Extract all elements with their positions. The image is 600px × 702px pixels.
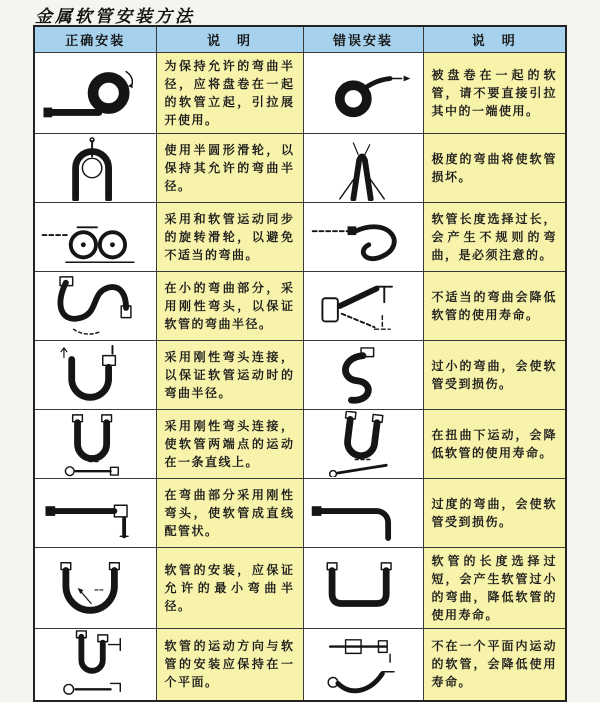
row8-correct-figure: [34, 548, 156, 629]
row7-wrong-figure: [303, 479, 423, 548]
row4-wrong-desc: 不适当的弯曲会降低软管的使用寿命。: [431, 290, 557, 322]
installation-table: [33, 25, 567, 702]
row5-correct-desc: 采用刚性弯头连接，以保证软管运动时的弯曲半径。: [164, 350, 295, 400]
twisted-u-hose-icon: [305, 411, 421, 477]
row1-wrong-desc: 被盘卷在一起的软管，请不要直接引拉其中的一端使用。: [431, 68, 557, 118]
row2-wrong-figure: [303, 134, 423, 203]
overlong-loop-icon: [305, 204, 421, 270]
table-row: [34, 410, 566, 479]
table-row: [34, 341, 566, 410]
row1-correct-figure: [34, 53, 156, 134]
row8-correct-desc: 软管的安装，应保证允许的最小弯曲半径。: [164, 563, 295, 613]
row8-wrong-desc: 软管的长度选择过短，会产生软管过小的弯曲，降低软管的使用寿命。: [431, 554, 557, 622]
too-short-hose-icon: [305, 555, 421, 621]
row5-wrong-desc: 过小的弯曲，会使软管受到损伤。: [431, 359, 557, 391]
straight-hose-elbow-icon: [36, 480, 154, 546]
row2-wrong-desc: 极度的弯曲将使软管损坏。: [431, 152, 557, 184]
coiled-hose-upright-icon: [36, 58, 154, 128]
row3-correct-figure: [34, 203, 156, 272]
header-row: [34, 26, 566, 53]
row7-correct-desc: 在弯曲部分采用刚性弯头，使软管成直线配管状。: [164, 488, 295, 538]
table-row: [34, 548, 566, 629]
row3-correct-desc: 采用和软管运动同步的旋转滑轮，以避免不适当的弯曲。: [164, 212, 295, 262]
extreme-bend-icon: [305, 135, 421, 201]
row5-correct-figure: [34, 341, 156, 410]
row6-correct-desc: 采用刚性弯头连接，使软管两端点的运动在一条直线上。: [164, 419, 295, 469]
excessive-bend-icon: [305, 480, 421, 546]
row7-correct-figure: [34, 479, 156, 548]
semicircular-pulley-icon: [36, 135, 154, 201]
row6-correct-figure: [34, 410, 156, 479]
rigid-elbow-small-bend-icon: [36, 273, 154, 339]
row2-correct-figure: [34, 134, 156, 203]
row6-wrong-figure: [303, 410, 423, 479]
aligned-u-hose-icon: [36, 411, 154, 477]
row2-correct-desc: 使用半圆形滑轮，以保持其允许的弯曲半径。: [164, 143, 295, 193]
row3-wrong-desc: 软管长度选择过长，会产生不规则的弯曲，是必须注意的。: [431, 212, 557, 262]
header-wrong: 错误安装: [303, 26, 423, 53]
table-row: [34, 203, 566, 272]
row1-wrong-figure: [303, 53, 423, 134]
row8-wrong-figure: [303, 548, 423, 629]
row9-correct-figure: [34, 629, 156, 701]
page-title: 金属软管安装方法: [35, 7, 195, 26]
row1-correct-desc: 为保持允许的弯曲半径，应将盘卷在一起的软管立起，引拉展开使用。: [164, 59, 295, 127]
table-row: [34, 479, 566, 548]
header-correct: 正确安装: [34, 26, 156, 53]
row3-wrong-figure: [303, 203, 423, 272]
out-of-plane-motion-icon: [305, 629, 421, 699]
table-row: [34, 134, 566, 203]
row7-wrong-desc: 过度的弯曲，会使软管受到损伤。: [431, 497, 557, 529]
row4-correct-figure: [34, 272, 156, 341]
minimum-bend-radius-icon: [36, 555, 154, 621]
rigid-elbow-u-icon: [36, 342, 154, 408]
row4-correct-desc: 在小的弯曲部分，采用刚性弯头，以保证软管的弯曲半径。: [164, 281, 295, 331]
row9-wrong-desc: 不在一个平面内运动的软管，会降低使用寿命。: [431, 639, 557, 690]
row4-wrong-figure: [303, 272, 423, 341]
table-row: [34, 272, 566, 341]
table-row: [34, 53, 566, 134]
row6-wrong-desc: 在扭曲下运动，会降低软管的使用寿命。: [431, 428, 557, 460]
row9-wrong-figure: [303, 629, 423, 701]
too-small-bend-icon: [305, 342, 421, 408]
rotating-pulleys-icon: [36, 204, 154, 270]
table-row: [34, 629, 566, 701]
improper-bend-icon: [305, 273, 421, 339]
row9-correct-desc: 软管的运动方向与软管的安装应保持在一个平面。: [164, 639, 295, 690]
header-correct-desc: 说 明: [156, 26, 303, 53]
coiled-hose-pulled-icon: [305, 58, 421, 128]
header-wrong-desc: 说 明: [423, 26, 566, 53]
row5-wrong-figure: [303, 341, 423, 410]
single-plane-motion-icon: [36, 629, 154, 699]
